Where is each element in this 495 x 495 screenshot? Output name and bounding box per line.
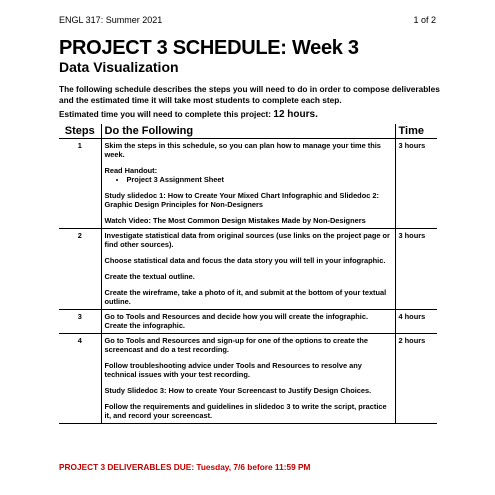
title-main: PROJECT 3 SCHEDULE: xyxy=(59,37,287,59)
page-subtitle: Data Visualization xyxy=(59,59,179,75)
step-tasks xyxy=(101,310,395,334)
estimate-label: Estimated time you will need to complete this project: xyxy=(59,109,272,119)
step-tasks xyxy=(101,139,395,229)
task-text: Go to Tools and Resources and sign-up for one of the options to create the screencast and do a test recording. xyxy=(104,336,368,354)
task-text: Go to Tools and Resources and decide how you will create the infographic. Create the infographic. xyxy=(104,312,369,330)
table-row xyxy=(59,229,437,310)
task-text: Study Slidedoc 3: How to create Your Screencast to Justify Design Choices. xyxy=(104,386,372,395)
table-row xyxy=(59,139,437,229)
task-text: Create the wireframe, take a photo of it, and submit at the bottom of your textual outline. xyxy=(104,288,387,306)
estimate-hours: 12 hours. xyxy=(273,109,318,120)
step-time: 2 hours xyxy=(395,334,437,424)
step-number: 2 xyxy=(59,229,101,310)
intro-paragraph: The following schedule describes the steps you will need to do in order to compose deliverables and the estimated time it will take most students to complete each step. xyxy=(59,84,440,105)
table-row xyxy=(59,334,437,424)
title-week: Week 3 xyxy=(291,37,359,59)
deliverables-deadline: PROJECT 3 DELIVERABLES DUE: Tuesday, 7/6 before 11:59 PM xyxy=(59,462,311,472)
task-text: Choose statistical data and focus the data story you will tell in your infographic. xyxy=(104,256,386,265)
task-text: Study slidedoc 1: How to Create Your Mixed Chart Infographic and Slidedoc 2: Graphic Design Principles for Non-Designers xyxy=(104,191,379,209)
step-time: 3 hours xyxy=(395,139,437,229)
course-header: ENGL 317: Summer 2021 xyxy=(59,15,163,25)
task-text: Investigate statistical data from original sources (use links on the project page or find other sources). xyxy=(104,231,390,249)
task-text: Read Handout: xyxy=(104,166,158,175)
page-title xyxy=(59,37,359,60)
time-estimate xyxy=(59,109,318,120)
step-number: 3 xyxy=(59,310,101,334)
header-task: Do the Following xyxy=(101,124,395,139)
list-item: • Project 3 Assignment Sheet xyxy=(127,175,392,184)
header-time: Time xyxy=(395,124,437,139)
task-text: Create the textual outline. xyxy=(104,272,195,281)
page-number: 1 of 2 xyxy=(413,15,436,25)
step-number: 1 xyxy=(59,139,101,229)
step-time: 4 hours xyxy=(395,310,437,334)
step-tasks xyxy=(101,334,395,424)
task-text: Watch Video: The Most Common Design Mistakes Made by Non-Designers xyxy=(104,216,366,225)
task-text: Skim the steps in this schedule, so you can plan how to manage your time this week. xyxy=(104,141,381,159)
header-steps: Steps xyxy=(59,124,101,139)
schedule-table xyxy=(59,124,437,424)
task-text: Follow the requirements and guidelines in slidedoc 3 to write the script, practice it, and record your screencast. xyxy=(104,402,387,420)
table-row xyxy=(59,310,437,334)
task-text: Follow troubleshooting advice under Tools and Resources to resolve any technical issues with your test recording. xyxy=(104,361,362,379)
step-tasks xyxy=(101,229,395,310)
step-number: 4 xyxy=(59,334,101,424)
step-time: 3 hours xyxy=(395,229,437,310)
table-header-row xyxy=(59,124,437,139)
handout-list xyxy=(105,175,392,184)
